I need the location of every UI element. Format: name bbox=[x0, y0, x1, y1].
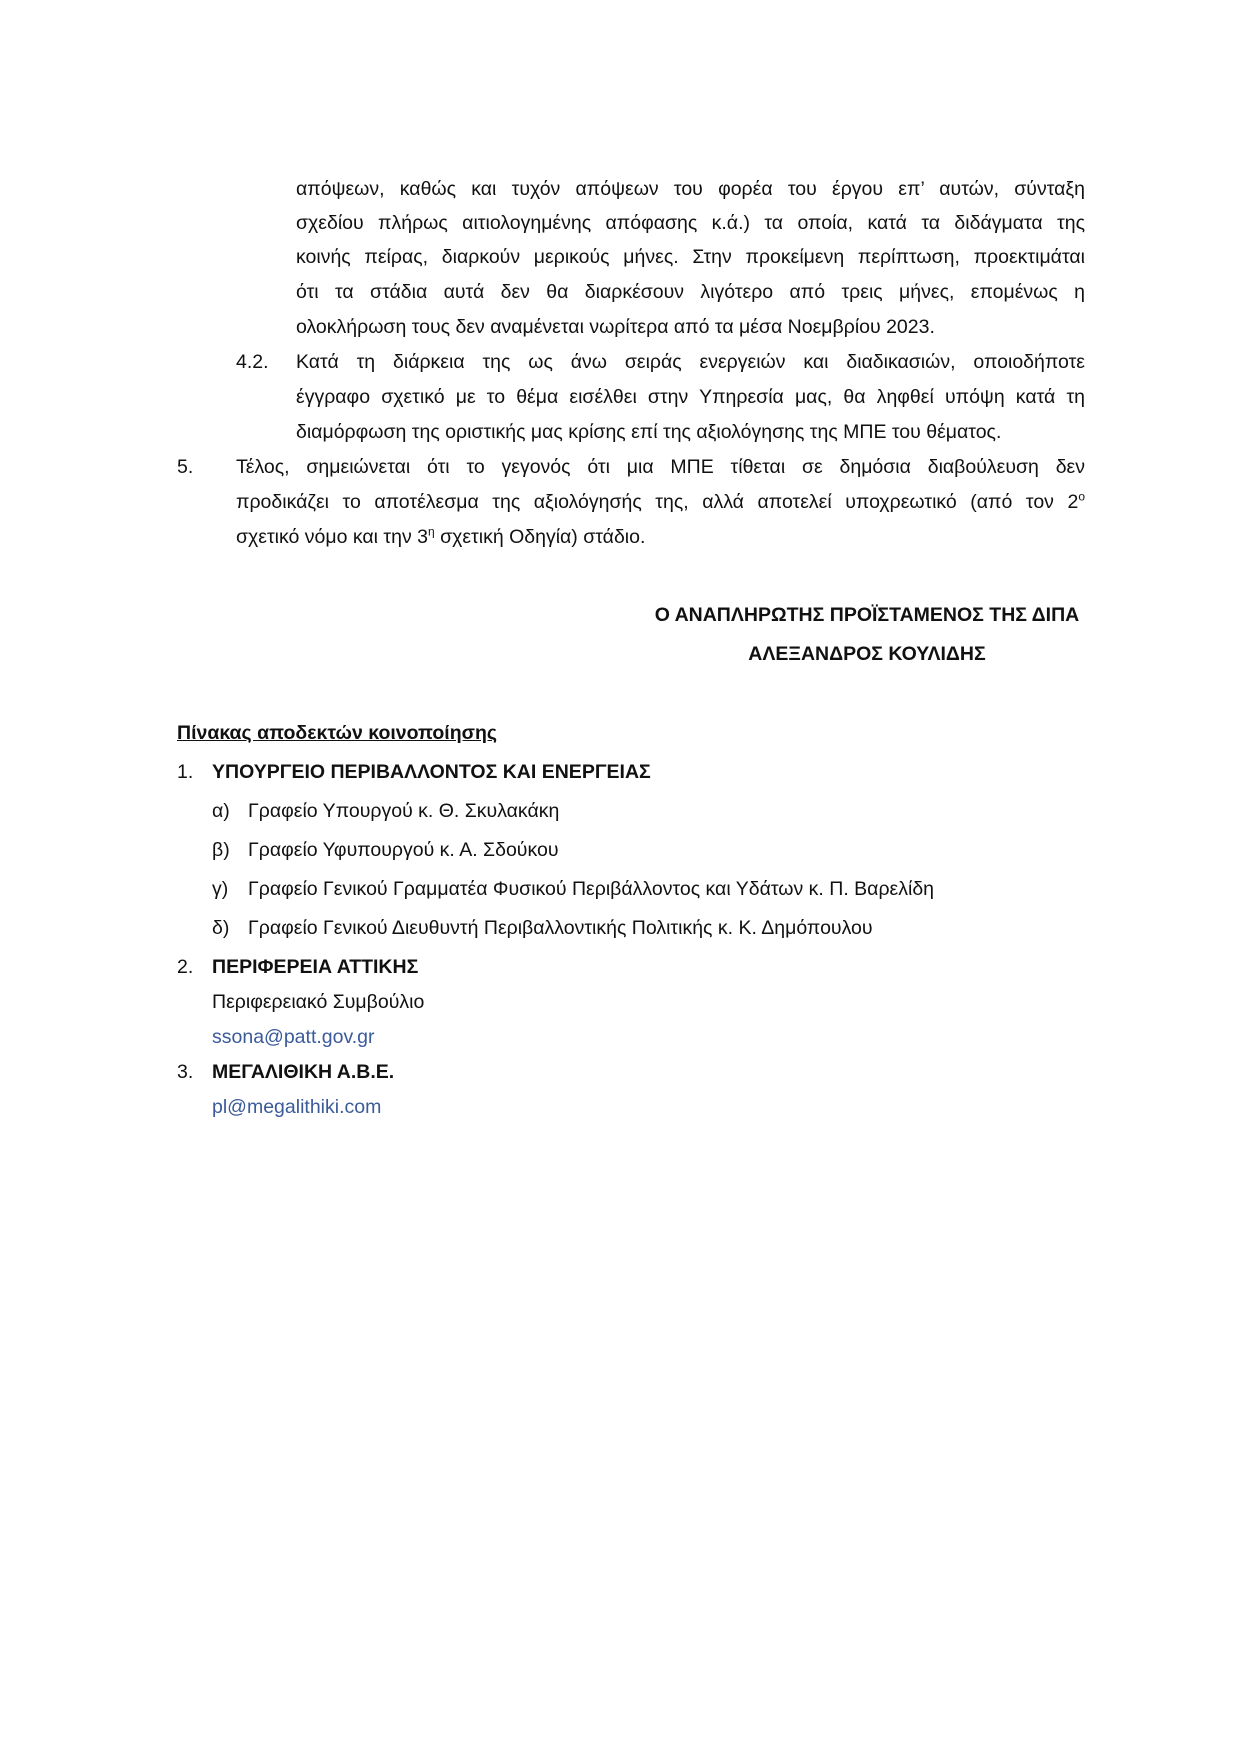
recipient-number: 2. bbox=[177, 956, 194, 978]
subitem-letter: γ) bbox=[212, 878, 229, 900]
recipient-detail: Περιφερειακό Συμβούλιο bbox=[212, 991, 425, 1013]
subitem-letter: α) bbox=[212, 800, 230, 822]
subitem-text: Γραφείο Υπουργού κ. Θ. Σκυλακάκη bbox=[248, 800, 560, 822]
signature-name: ΑΛΕΞΑΝΔΡΟΣ ΚΟΥΛΙΔΗΣ bbox=[748, 643, 986, 665]
subitem-letter: β) bbox=[212, 839, 230, 861]
paragraph-line bbox=[236, 524, 645, 550]
superscript: η bbox=[427, 524, 435, 539]
paragraph-line: έγγραφο σχετικό με το θέμα εισέλθει στην Υπηρεσία μας, θα ληφθεί υπόψη κατά τη bbox=[296, 386, 1085, 408]
paragraph-line: ολοκλήρωση τους δεν αναμένεται νωρίτερα από τα μέσα Νοεμβρίου 2023. bbox=[296, 316, 935, 338]
superscript: ο bbox=[1078, 489, 1085, 504]
recipient-number: 1. bbox=[177, 761, 194, 783]
recipient-email-link[interactable]: pl@megalithiki.com bbox=[212, 1096, 382, 1118]
subitem-text: Γραφείο Υφυπουργού κ. Α. Σδούκου bbox=[248, 839, 559, 861]
paragraph-line: σχεδίου πλήρως αιτιολογημένης απόφασης κ.ά.) τα οποία, κατά τα διδάγματα της bbox=[296, 212, 1085, 234]
paragraph-line: κοινής πείρας, διαρκούν μερικούς μήνες. Στην προκείμενη περίπτωση, προεκτιμάται bbox=[296, 246, 1085, 268]
signature-title: Ο ΑΝΑΠΛΗΡΩΤΗΣ ΠΡΟΪΣΤΑΜΕΝΟΣ ΤΗΣ ΔΙΠΑ bbox=[654, 604, 1080, 626]
recipients-heading: Πίνακας αποδεκτών κοινοποίησης bbox=[177, 722, 498, 744]
paragraph-text: σχετική Οδηγία) στάδιο. bbox=[434, 526, 646, 548]
paragraph-line: απόψεων, καθώς και τυχόν απόψεων του φορέα του έργου επ’ αυτών, σύνταξη bbox=[296, 178, 1085, 200]
item-number: 5. bbox=[177, 456, 194, 478]
paragraph-line: διαμόρφωση της οριστικής μας κρίσης επί της αξιολόγησης της ΜΠΕ του θέματος. bbox=[296, 421, 1002, 443]
item-number: 4.2. bbox=[236, 351, 269, 373]
paragraph-line bbox=[236, 489, 1085, 515]
recipient-name: ΜΕΓΑΛΙΘΙΚΗ Α.Β.Ε. bbox=[212, 1061, 395, 1083]
paragraph-line: Τέλος, σημειώνεται ότι το γεγονός ότι μια ΜΠΕ τίθεται σε δημόσια διαβούλευση δεν bbox=[236, 456, 1085, 478]
paragraph-text: προδικάζει το αποτέλεσμα της αξιολόγησής της, αλλά αποτελεί υποχρεωτικό (από τον 2 bbox=[236, 491, 1079, 513]
recipient-number: 3. bbox=[177, 1061, 194, 1083]
recipient-name: ΥΠΟΥΡΓΕΙΟ ΠΕΡΙΒΑΛΛΟΝΤΟΣ ΚΑΙ ΕΝΕΡΓΕΙΑΣ bbox=[212, 761, 651, 783]
paragraph-line: ότι τα στάδια αυτά δεν θα διαρκέσουν λιγότερο από τρεις μήνες, επομένως η bbox=[296, 281, 1085, 303]
paragraph-text: σχετικό νόμο και την 3 bbox=[236, 526, 428, 548]
subitem-text: Γραφείο Γενικού Διευθυντή Περιβαλλοντικής Πολιτικής κ. Κ. Δημόπουλου bbox=[248, 917, 873, 939]
subitem-letter: δ) bbox=[212, 917, 230, 939]
paragraph-line: Κατά τη διάρκεια της ως άνω σειράς ενεργειών και διαδικασιών, οποιοδήποτε bbox=[296, 351, 1085, 373]
recipient-name: ΠΕΡΙΦΕΡΕΙΑ ΑΤΤΙΚΗΣ bbox=[212, 956, 419, 978]
subitem-text: Γραφείο Γενικού Γραμματέα Φυσικού Περιβάλλοντος και Υδάτων κ. Π. Βαρελίδη bbox=[248, 878, 935, 900]
recipient-email-link[interactable]: ssona@patt.gov.gr bbox=[212, 1026, 375, 1048]
